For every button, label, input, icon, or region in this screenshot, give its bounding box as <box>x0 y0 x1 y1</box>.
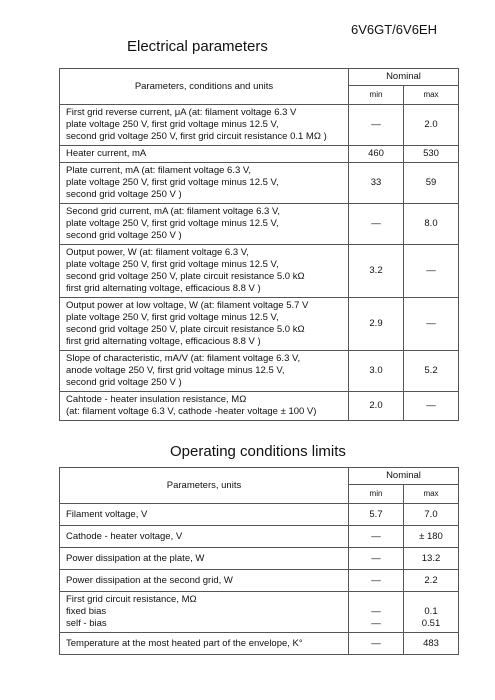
table-row <box>60 245 459 298</box>
electrical-parameters-table <box>59 68 459 421</box>
min-value: 460 <box>349 146 404 163</box>
nominal-header: Nominal <box>349 69 459 86</box>
parameter-cell <box>60 351 349 392</box>
parameter-text: First grid reverse current, μA (at: filament voltage 6.3 V <box>66 107 297 118</box>
min-header: min <box>349 86 404 105</box>
parameter-text: fixed bias <box>66 606 107 617</box>
min-value: 2.9 <box>349 298 404 351</box>
parameter-text: second grid voltage 250 V ) <box>66 230 182 241</box>
min-value: — <box>371 552 381 564</box>
min-value: — <box>349 105 404 146</box>
parameter-text: second grid voltage 250 V ) <box>66 189 182 200</box>
param-header: Parameters, conditions and units <box>60 69 349 105</box>
parameter-text: Output power, W (at: filament voltage 6.3 V, <box>66 247 249 258</box>
parameter-text: Second grid current, mA (at: filament voltage 6.3 V, <box>66 206 281 217</box>
parameter-text: self - bias <box>66 618 107 629</box>
parameter-cell <box>60 245 349 298</box>
parameter-cell <box>60 298 349 351</box>
min-value-cell <box>349 548 404 570</box>
max-value: 13.2 <box>421 552 441 564</box>
table-row <box>60 570 459 592</box>
min-header: min <box>349 485 404 504</box>
min-value: 3.0 <box>349 351 404 392</box>
max-value: 483 <box>423 637 439 649</box>
parameter-cell <box>60 592 349 633</box>
min-value: — <box>371 606 381 617</box>
parameter-text: plate voltage 250 V, first grid voltage minus 12.5 V, <box>66 119 279 130</box>
max-value-cell <box>404 633 459 655</box>
min-value: 3.2 <box>349 245 404 298</box>
parameter-text: (at: filament voltage 6.3 V, cathode -heater voltage ± 100 V) <box>66 406 317 417</box>
max-value: — <box>404 298 459 351</box>
min-value: 2.0 <box>349 392 404 421</box>
max-value: 7.0 <box>424 508 438 520</box>
table-row <box>60 548 459 570</box>
parameter-text: second grid voltage 250 V, plate circuit resistance 5.0 kΩ <box>66 324 305 335</box>
table-row <box>60 105 459 146</box>
table-row <box>60 163 459 204</box>
max-value <box>410 594 452 606</box>
parameter-cell <box>60 633 349 655</box>
min-value: — <box>371 574 381 586</box>
parameter-text: plate voltage 250 V, first grid voltage minus 12.5 V, <box>66 177 279 188</box>
parameter-cell <box>60 204 349 245</box>
table-row <box>60 526 459 548</box>
min-value: — <box>371 637 381 649</box>
parameter-cell <box>60 526 349 548</box>
max-header: max <box>404 485 459 504</box>
parameter-cell <box>60 504 349 526</box>
parameter-text: first grid alternating voltage, efficacious 8.8 V ) <box>66 336 261 347</box>
parameter-cell <box>60 105 349 146</box>
parameter-text: Cahtode - heater insulation resistance, MΩ <box>66 394 247 405</box>
min-value: 33 <box>349 163 404 204</box>
min-value: 5.7 <box>369 508 383 520</box>
min-value-cell <box>349 633 404 655</box>
electrical-parameters-title: Electrical parameters <box>127 38 268 55</box>
parameter-text: plate voltage 250 V, first grid voltage minus 12.5 V, <box>66 312 279 323</box>
parameter-text: Cathode - heater voltage, V <box>66 530 183 542</box>
parameter-text: anode voltage 250 V, first grid voltage minus 12.5 V, <box>66 365 285 376</box>
max-value-cell <box>404 592 459 633</box>
parameter-text: plate voltage 250 V, first grid voltage minus 12.5 V, <box>66 259 279 270</box>
max-value-cell <box>404 526 459 548</box>
max-value: 8.0 <box>404 204 459 245</box>
parameter-cell <box>60 570 349 592</box>
table-row <box>60 592 459 633</box>
max-value-cell <box>404 570 459 592</box>
parameter-text: first grid alternating voltage, efficacious 8.8 V ) <box>66 283 261 294</box>
operating-limits-table <box>59 467 459 655</box>
min-value: — <box>371 618 381 629</box>
parameter-text: second grid voltage 250 V ) <box>66 377 182 388</box>
table-row <box>60 392 459 421</box>
min-value <box>355 594 397 606</box>
min-value: — <box>371 530 381 542</box>
tube-model: 6V6GT/6V6EH <box>351 22 437 37</box>
parameter-text: Plate current, mA (at: filament voltage 6.3 V, <box>66 165 251 176</box>
table-header-row <box>60 468 459 485</box>
min-value-cell <box>349 504 404 526</box>
operating-limits-title: Operating conditions limits <box>170 443 346 460</box>
min-value-cell <box>349 592 404 633</box>
parameter-text: Slope of characteristic, mA/V (at: filament voltage 6.3 V, <box>66 353 301 364</box>
min-value: — <box>349 204 404 245</box>
max-value: 0.51 <box>421 618 441 629</box>
max-value: — <box>404 392 459 421</box>
min-value-cell <box>349 570 404 592</box>
parameter-cell <box>60 548 349 570</box>
max-value: 5.2 <box>404 351 459 392</box>
max-value: 530 <box>404 146 459 163</box>
table-row <box>60 351 459 392</box>
table-row <box>60 298 459 351</box>
parameter-cell <box>60 163 349 204</box>
parameter-text: second grid voltage 250 V, first grid circuit resistance 0.1 MΩ ) <box>66 131 327 142</box>
max-value-cell <box>404 504 459 526</box>
table-row <box>60 633 459 655</box>
max-value: — <box>404 245 459 298</box>
table-row <box>60 504 459 526</box>
table-row <box>60 204 459 245</box>
max-value-cell <box>404 548 459 570</box>
max-header: max <box>404 86 459 105</box>
max-value: 2.2 <box>424 574 438 586</box>
parameter-text: Filament voltage, V <box>66 508 148 520</box>
parameter-text: plate voltage 250 V, first grid voltage minus 12.5 V, <box>66 218 279 229</box>
parameter-text: Power dissipation at the plate, W <box>66 552 205 564</box>
min-value-cell <box>349 526 404 548</box>
parameter-text: Power dissipation at the second grid, W <box>66 574 233 586</box>
param-header: Parameters, units <box>60 468 349 504</box>
parameter-text: First grid circuit resistance, MΩ <box>66 594 197 605</box>
parameter-text: Output power at low voltage, W (at: filament voltage 5.7 V <box>66 300 309 311</box>
parameter-text: Heater current, mA <box>66 148 147 159</box>
table-header-row <box>60 69 459 86</box>
parameter-text: Temperature at the most heated part of the envelope, K° <box>66 637 303 649</box>
max-value: 0.1 <box>424 606 438 617</box>
parameter-text: second grid voltage 250 V, plate circuit resistance 5.0 kΩ <box>66 271 305 282</box>
max-value: 59 <box>404 163 459 204</box>
table-row <box>60 146 459 163</box>
max-value: 2.0 <box>404 105 459 146</box>
parameter-cell <box>60 392 349 421</box>
parameter-cell <box>60 146 349 163</box>
max-value: ± 180 <box>419 530 443 542</box>
nominal-header: Nominal <box>349 468 459 485</box>
